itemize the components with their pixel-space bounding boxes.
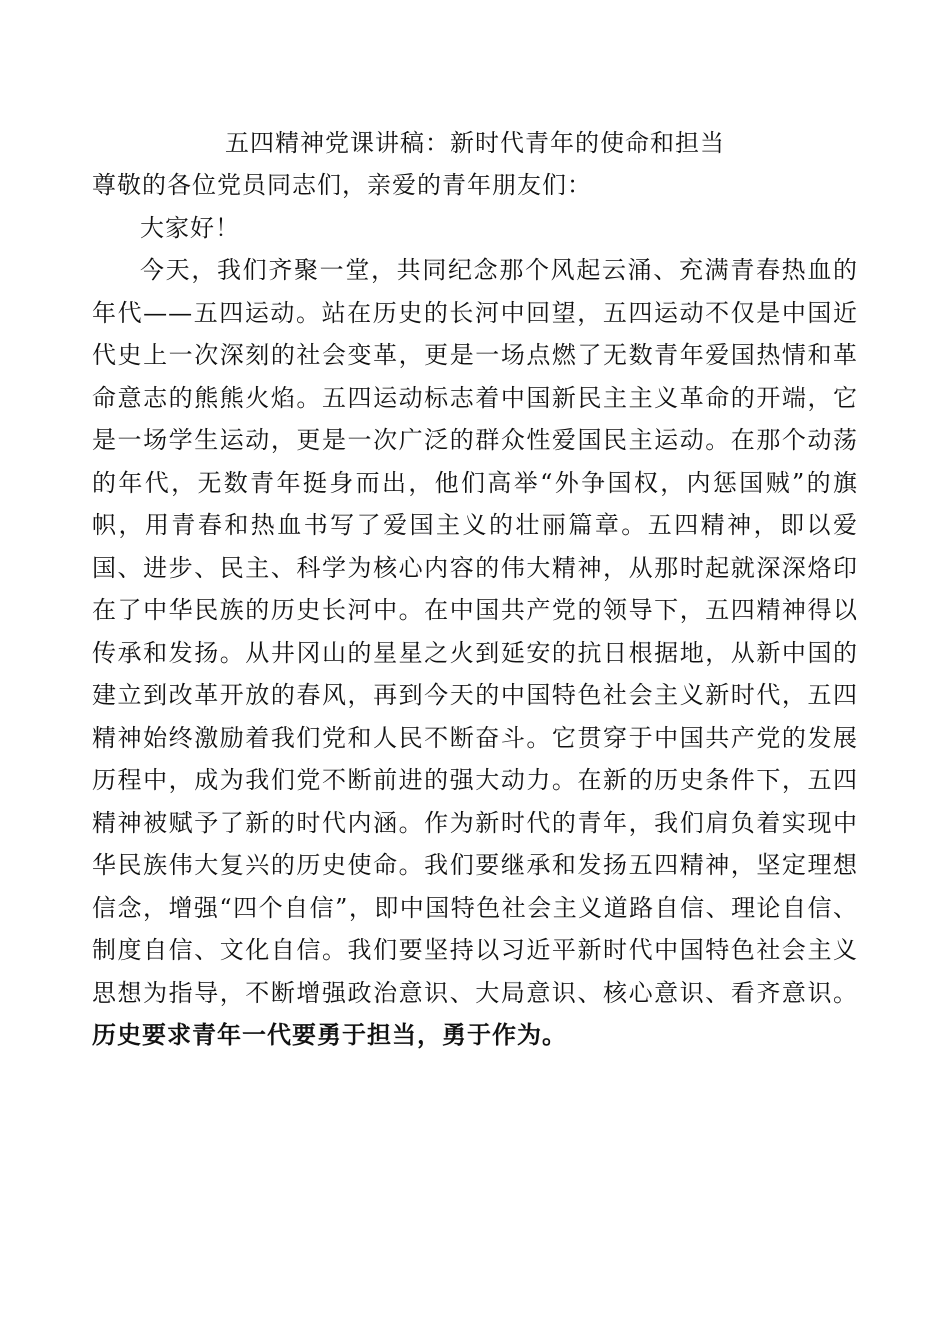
body-paragraph: [92, 249, 858, 1057]
greeting: 大家好！: [140, 213, 240, 242]
body-text: 今天，我们齐聚一堂，共同纪念那个风起云涌、充满青春热血的年代——五四运动。站在历史的长河中回望，五四运动不仅是中国近代史上一次深刻的社会变革，更是一场点燃了无数青年爱国热情和革命意志的熊熊火焰。五四运动标志着中国新民主主义革命的开端，它是一场学生运动，更是一次广泛的群众性爱国民主运动。在那个动荡的年代，无数青年挺身而出，他们高举“外争国权，内惩国贼”的旗帜，用青春和热血书写了爱国主义的壮丽篇章。五四精神，即以爱国、进步、民主、科学为核心内容的伟大精神，从那时起就深深烙印在了中华民族的历史长河中。在中国共产党的领导下，五四精神得以传承和发扬。从井冈山的星星之火到延安的抗日根据地，从新中国的建立到改革开放的春风，再到今天的中国特色社会主义新时代，五四精神始终激励着我们党和人民不断奋斗。它贯穿于中国共产党的发展历程中，成为我们党不断前进的强大动力。在新的历史条件下，五四精神被赋予了新的时代内涵。作为新时代的青年，我们肩负着实现中华民族伟大复兴的历史使命。我们要继承和发扬五四精神，坚定理想信念，增强“四个自信”，即中国特色社会主义道路自信、理论自信、制度自信、文化自信。我们要坚持以习近平新时代中国特色社会主义思想为指导，不断增强政治意识、大局意识、核心意识、看齐意识。: [92, 256, 858, 1007]
document-title: 五四精神党课讲稿：新时代青年的使命和担当: [225, 129, 725, 157]
document-content: [92, 122, 858, 1057]
emphasis-sentence: 历史要求青年一代要勇于担当，勇于作为。: [92, 1020, 567, 1049]
salutation: 尊敬的各位党员同志们，亲爱的青年朋友们：: [92, 171, 592, 199]
